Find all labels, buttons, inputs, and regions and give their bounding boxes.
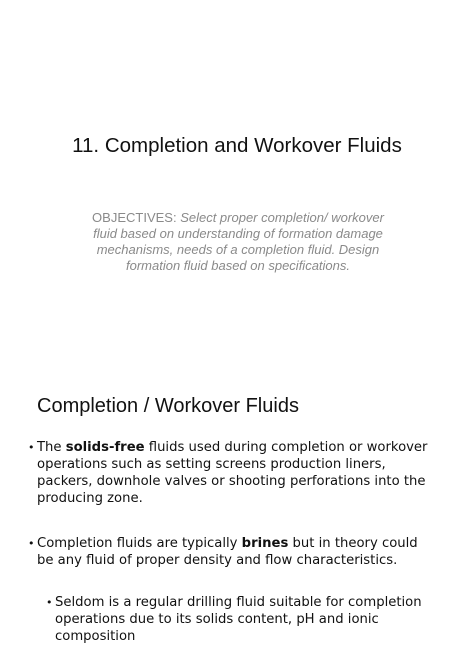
bullet-dot-icon: • <box>28 537 35 550</box>
bullet-item <box>28 535 437 569</box>
bullet-item <box>46 594 440 645</box>
content-heading: Completion / Workover Fluids <box>37 395 299 417</box>
bullet-dot-icon: • <box>46 596 53 609</box>
bullet-text: Completion fluids are typically <box>37 536 242 551</box>
bullet-text: fluids used during completion or workover operations such as setting screens production liners, packers, downhole valves or shooting perforations into the producing zone. <box>37 440 428 506</box>
bullet-bold-text: brines <box>241 536 289 551</box>
bullet-text: Seldom is a regular drilling fluid suitable for completion operations due to its solids content, pH and ionic composition <box>55 595 422 644</box>
bullet-text: but in theory could be any fluid of proper density and flow characteristics. <box>37 536 418 568</box>
bullet-bold-text: solids-free <box>65 440 145 455</box>
bullet-dot-icon: • <box>28 441 35 454</box>
objectives-body: Select proper completion/ workover fluid based on understanding of formation damage mechanisms, needs of a completion fluid. Design formation fluid based on specifications. <box>93 210 384 273</box>
objectives-label: OBJECTIVES: <box>92 210 181 225</box>
bullet-item <box>28 439 437 507</box>
slide-content <box>0 355 474 644</box>
slide-title-heading: 11. Completion and Workover Fluids <box>72 134 402 157</box>
bullet-text: The <box>37 440 66 455</box>
objectives-text <box>82 210 394 274</box>
